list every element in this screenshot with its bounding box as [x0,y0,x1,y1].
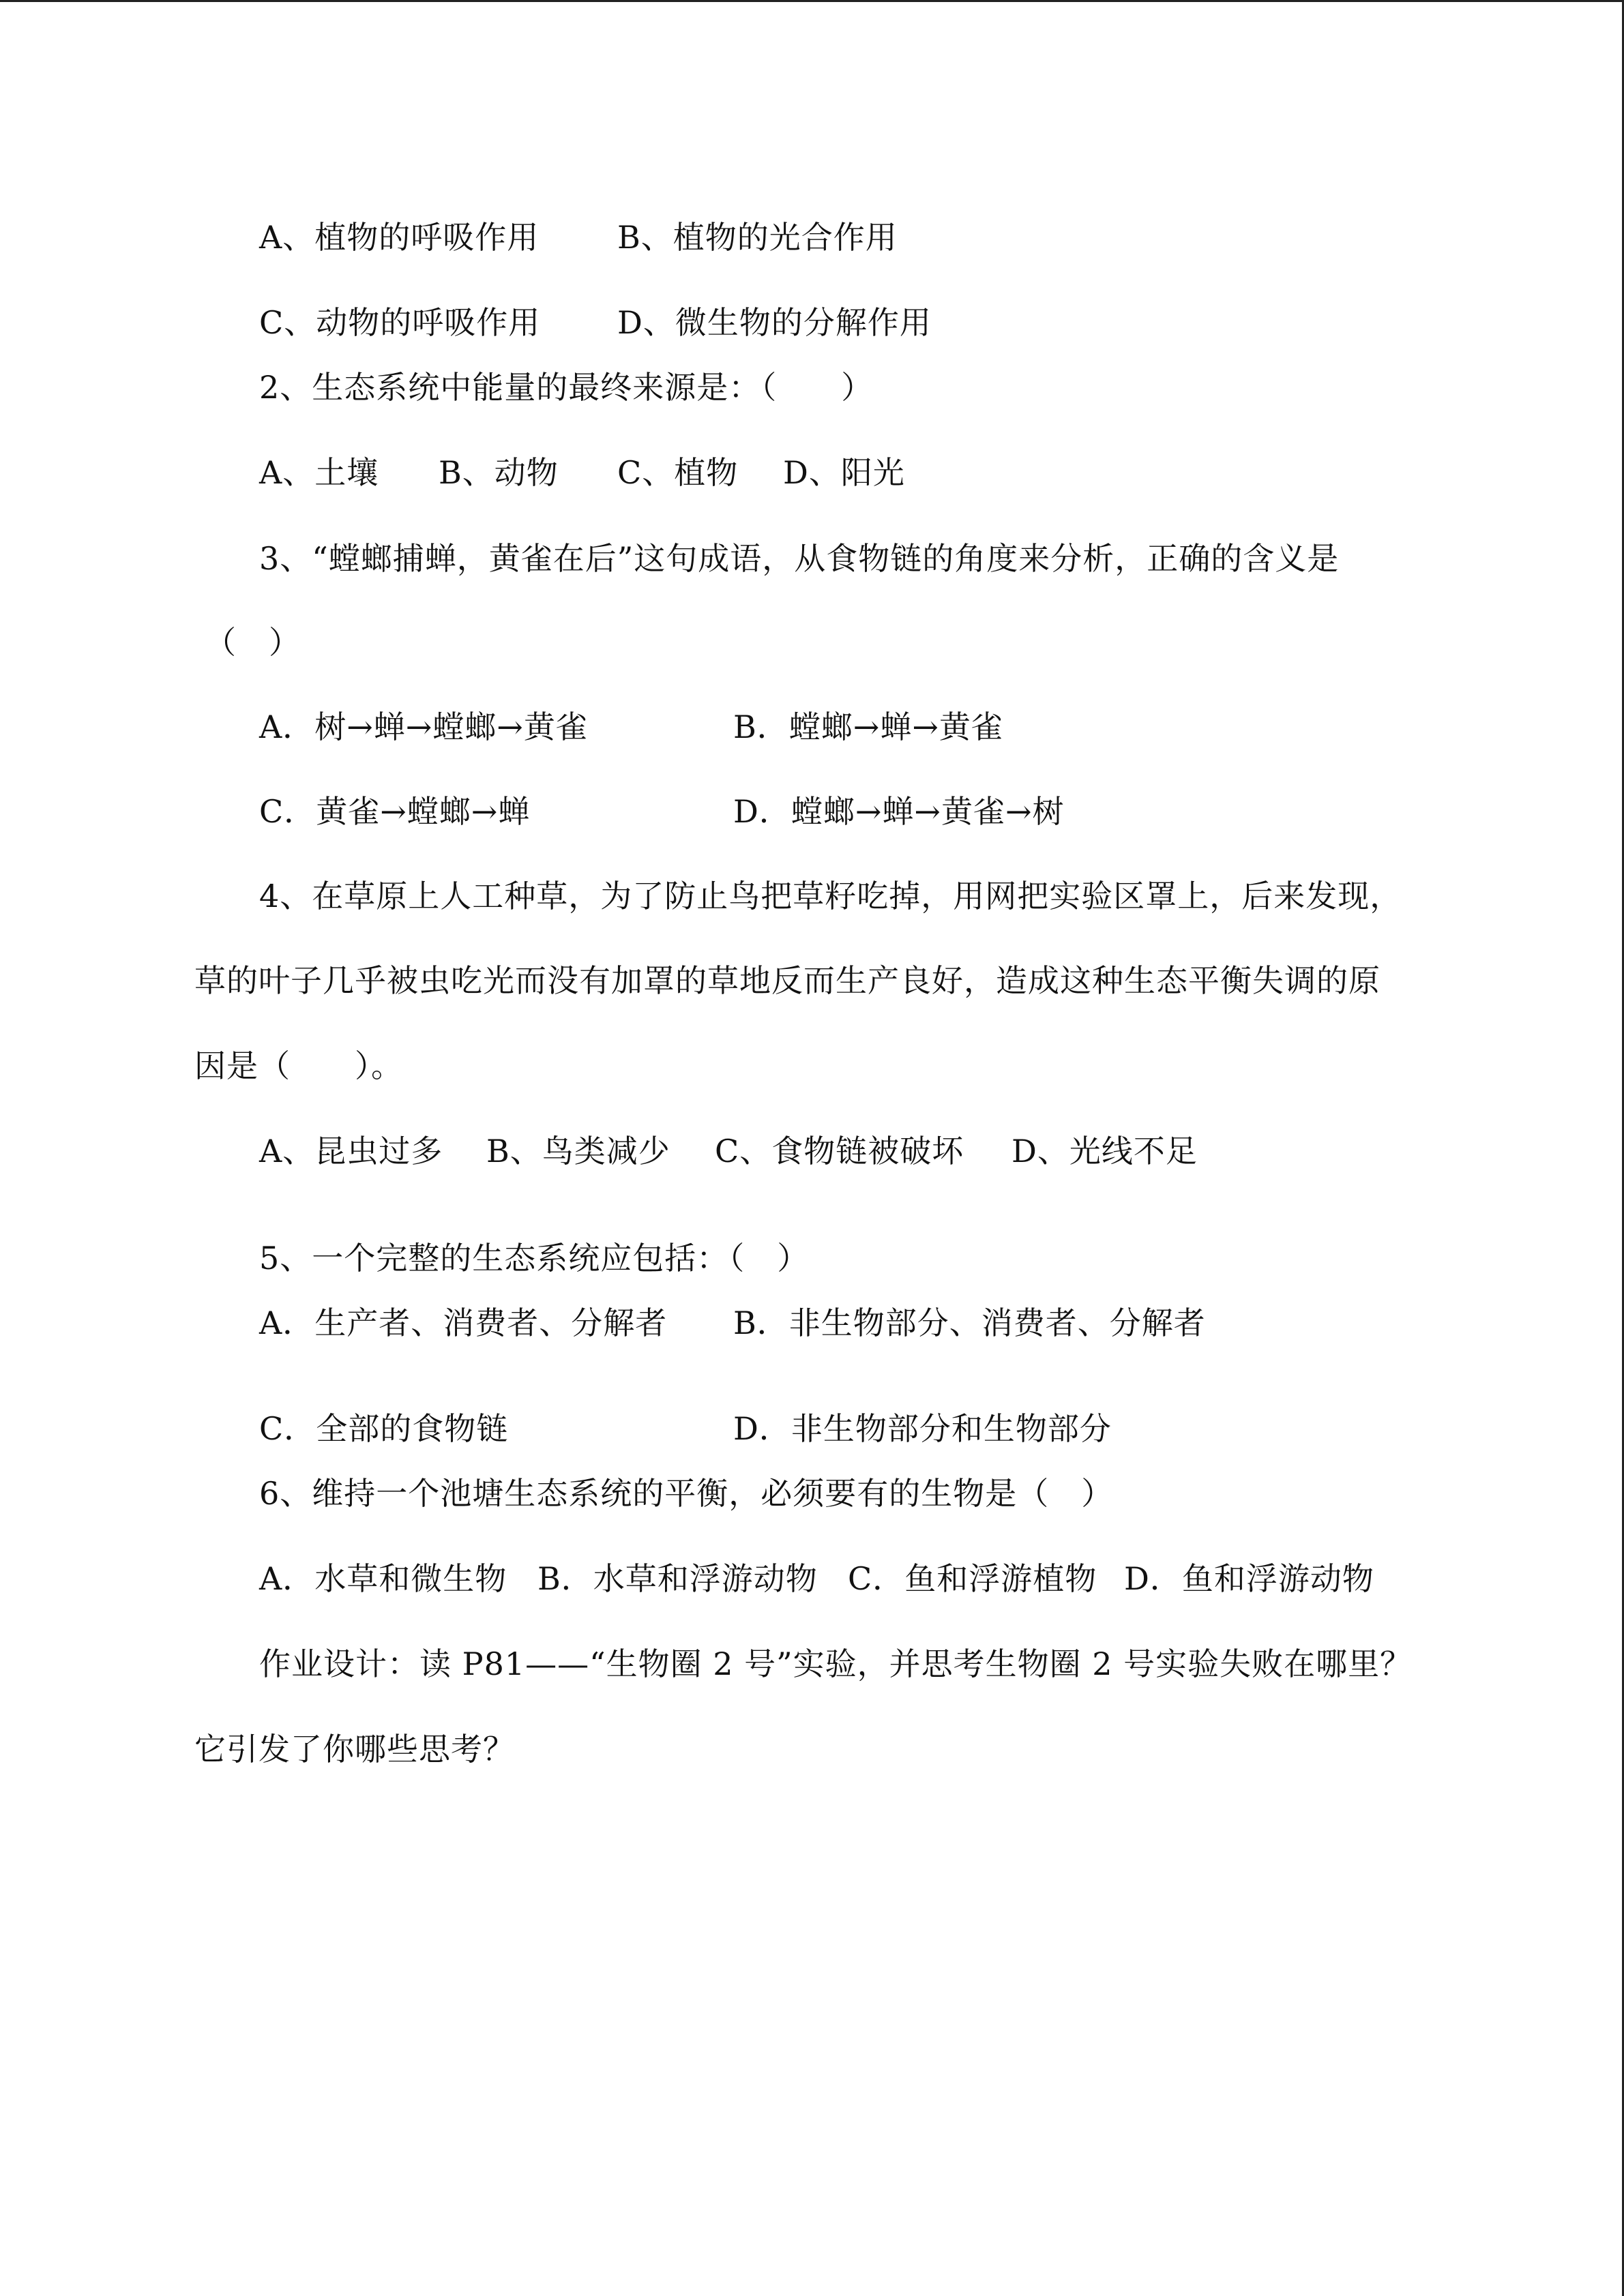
q5-option-a: A．生产者、消费者、分解者 [259,1304,668,1341]
q6-option-a: A．水草和微生物 [259,1560,507,1597]
q3-option-a: A．树→蝉→螳螂→黄雀 [259,709,588,745]
q5-option-b: B．非生物部分、消费者、分解者 [733,1304,1206,1341]
q4-option-c: C、食物链被破坏 [715,1133,964,1169]
q2-option-a: A、土壤 [259,454,379,491]
q5-stem: 5、一个完整的生态系统应包括：（ ） [259,1240,810,1277]
q4-option-d: D、光线不足 [1012,1133,1198,1169]
q2-option-d: D、阳光 [783,454,905,491]
q2-option-b: B、动物 [439,454,559,491]
homework-line2: 它引发了你哪些思考？ [194,1731,515,1768]
q1-option-a: A、植物的呼吸作用 [259,219,540,256]
q2-option-c: C、植物 [617,454,739,491]
q3-option-b: B．螳螂→蝉→黄雀 [733,709,1003,745]
q2-stem: 2、生态系统中能量的最终来源是：（ ） [259,369,874,406]
q4-stem-line1: 4、在草原上人工种草，为了防止鸟把草籽吃掉，用网把实验区罩上，后来发现， [259,878,1402,914]
q5-option-c: C．全部的食物链 [259,1410,509,1447]
q1-option-d: D、微生物的分解作用 [617,304,932,341]
q4-stem-line2: 草的叶子几乎被虫吃光而没有加罩的草地反而生产良好，造成这种生态平衡失调的原 [194,962,1381,999]
q3-stem-line1: 3、“螳螂捕蝉，黄雀在后”这句成语，从食物链的角度来分析，正确的含义是 [259,540,1340,577]
q4-stem-line3: 因是（ ）。 [194,1047,403,1084]
q6-stem: 6、维持一个池塘生态系统的平衡，必须要有的生物是（ ） [259,1475,1114,1512]
q1-option-c: C、动物的呼吸作用 [259,304,541,341]
q6-option-d: D．鱼和浮游动物 [1124,1560,1374,1597]
homework-line1: 作业设计：读 P81——“生物圈 2 号”实验，并思考生物圈 2 号实验失败在哪里？ [259,1645,1413,1682]
page-border-top [0,0,1624,2]
q6-option-b: B．水草和浮游动物 [537,1560,818,1597]
q3-stem-line2: （ ） [205,624,301,661]
q3-option-c: C．黄雀→螳螂→蝉 [259,793,531,830]
q4-option-b: B、鸟类减少 [486,1133,670,1169]
q6-option-c: C．鱼和浮游植物 [848,1560,1097,1597]
q5-option-d: D．非生物部分和生物部分 [733,1410,1112,1447]
q1-option-b: B、植物的光合作用 [617,219,898,256]
q3-option-d: D．螳螂→蝉→黄雀→树 [733,793,1065,830]
q4-option-a: A、昆虫过多 [259,1133,443,1169]
